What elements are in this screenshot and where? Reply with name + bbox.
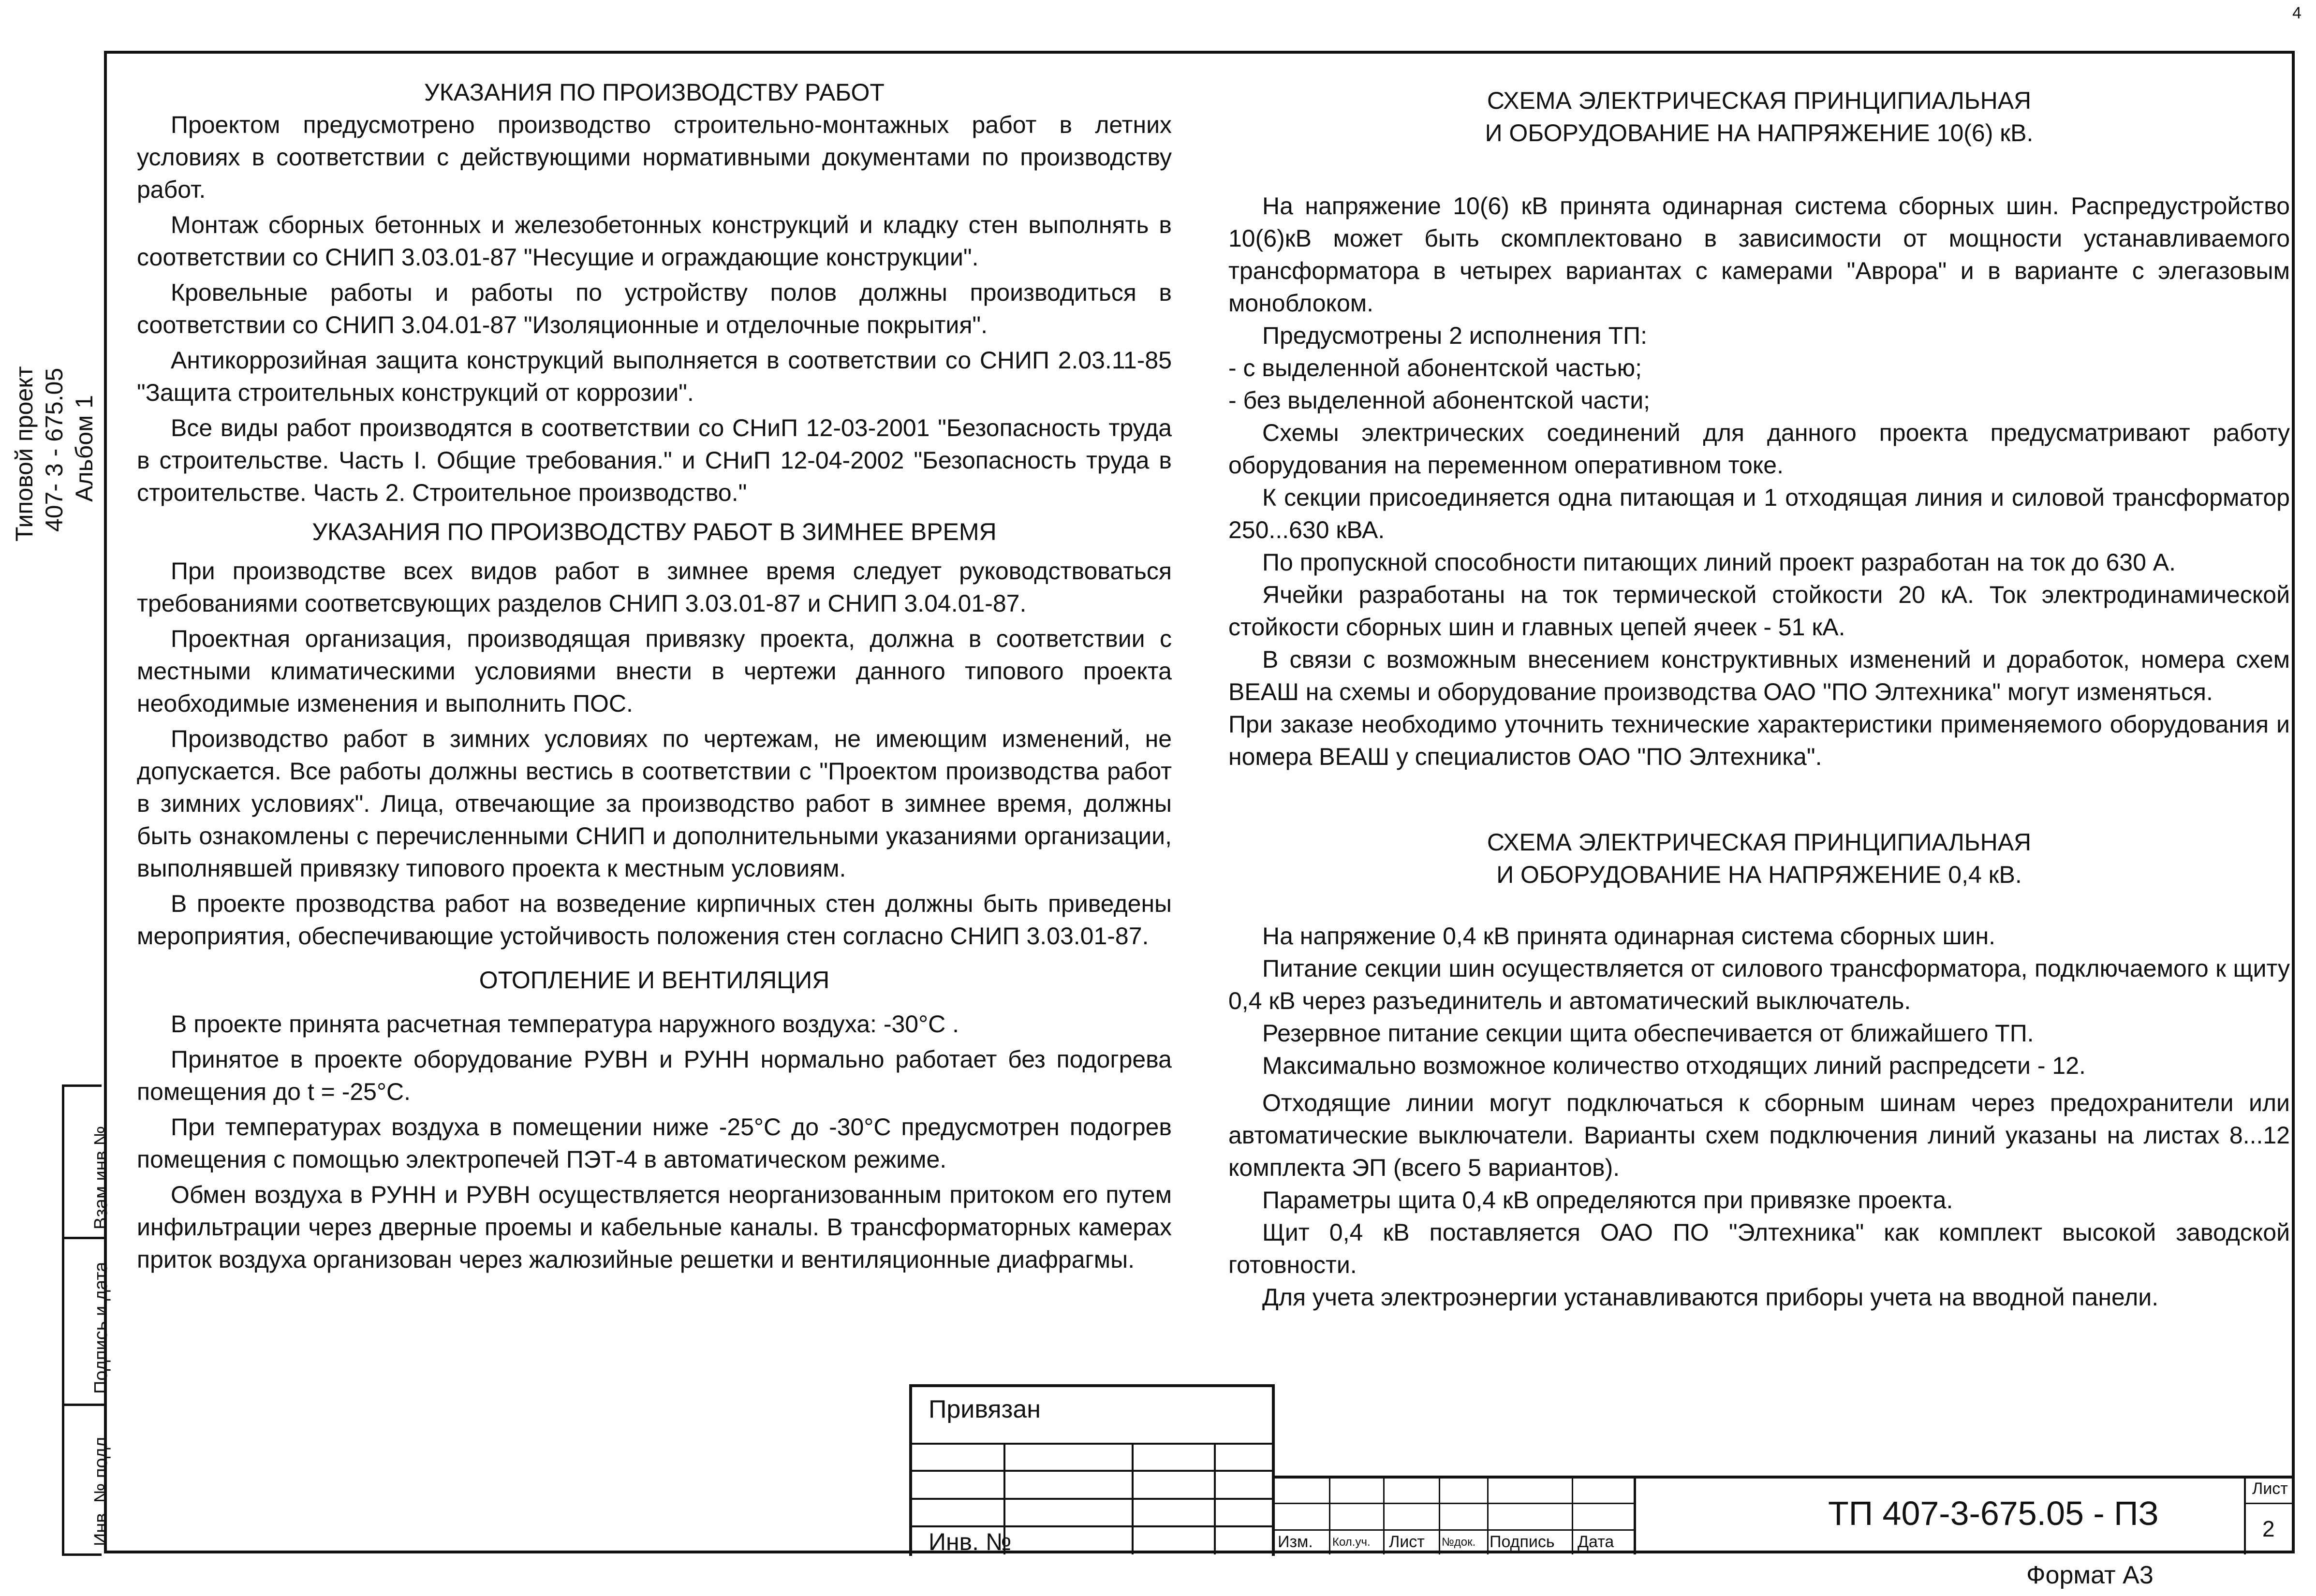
rev-col-line [1383, 1476, 1385, 1554]
binding-title: Привязан [929, 1395, 1041, 1423]
paragraph: Принятое в проекте оборудование РУВН и РУНН нормально работает без подогрева помещения до t = -25°С. [137, 1046, 1172, 1105]
paragraph: Параметры щита 0,4 кВ определяются при привязке проекта. [1262, 1186, 1953, 1214]
rev-col-line [1487, 1476, 1489, 1554]
project-caption-line1: Типовой проект [11, 366, 38, 542]
paragraph: Антикоррозийная защита конструкций выполняется в соответствии со СНИП 2.03.11-85 "Защита строительных конструкций от коррозии". [137, 347, 1172, 406]
paragraph: В проекте принята расчетная температура наружного воздуха: -30°С . [171, 1010, 959, 1038]
format-label: Формат А3 [2026, 1561, 2154, 1589]
paragraph: Монтаж сборных бетонных и железобетонных конструкций и кладку стен выполнять в соответствии со СНИП 3.03.01-87 "Несущие и ограждающие конструкции". [137, 211, 1172, 271]
paragraph: При температурах воздуха в помещении ниже -25°С до -30°С предусмотрен подогрев помещения с помощью электропечей ПЭТ-4 в автоматическом режиме. [137, 1113, 1172, 1173]
paragraph: На напряжение 10(6) кВ принята одинарная система сборных шин. Распредустройство 10(6)кВ может быть скомплектовано в зависимости от мощности устанавливаемого трансформатора в четырех вариантах с камерами "Аврора" и в варианте с элегазовым моноблоком. [1228, 192, 2290, 317]
paragraph: Проектная организация, производящая привязку проекта, должна в соответствии с местными климатическими условиями внести в чертежи данного типового проекта необходимые изменения и выполнить ПОС. [137, 625, 1172, 717]
sheet-box-border [2244, 1476, 2246, 1554]
paragraph: При заказе необходимо уточнить технические характеристики применяемого оборудования и номера ВЕАШ у специалистов ОАО "ПО Элтехника". [1228, 711, 2290, 770]
title-block-top [1272, 1476, 2295, 1479]
binding-border-top [909, 1384, 1275, 1387]
paragraph: Питание секции шин осуществляется от силового трансформатора, подключаемого к щиту 0,4 кВ через разъединитель и автоматический выключатель. [1228, 955, 2290, 1014]
list-item: - без выделенной абонентской части; [1228, 387, 1651, 414]
document-code: ТП 407-3-675.05 - ПЗ [1828, 1494, 2159, 1532]
project-caption-line3: Альбом 1 [71, 395, 98, 502]
col-podpis: Подпись [1490, 1533, 1555, 1551]
col-izm: Изм. [1278, 1533, 1313, 1551]
col-data: Дата [1578, 1533, 1614, 1551]
side-stamp [62, 1084, 111, 1556]
binding-col-line [1214, 1443, 1216, 1554]
paragraph: Для учета электроэнергии устанавливаются приборы учета на вводной панели. [1262, 1284, 2159, 1311]
paragraph: Максимально возможное количество отходящих линий распредсети - 12. [1262, 1052, 2086, 1079]
heading-heating: ОТОПЛЕНИЕ И ВЕНТИЛЯЦИЯ [479, 966, 830, 994]
paragraph: Ячейки разработаны на ток термической стойкости 20 кА. Ток электродинамической стойкости сборных шин и главных цепей ячеек - 51 кА. [1228, 581, 2290, 641]
paragraph: Все виды работ производятся в соответствии со СНиП 12-03-2001 "Безопасность труда в строительстве. Часть I. Общие требования." и СНиП 12-04-2002 "Безопасность труда в строительстве. Часть 2. Строительное производство." [137, 414, 1172, 506]
paragraph: Предусмотрены 2 исполнения ТП: [1262, 322, 1647, 349]
binding-row-line [909, 1470, 1275, 1472]
paragraph: Проектом предусмотрено производство строительно-монтажных работ в летних условиях в соответствии с действующими нормативными документами по производству работ. [137, 111, 1172, 203]
paragraph: На напряжение 0,4 кВ принята одинарная система сборных шин. [1262, 922, 1995, 950]
rev-col-line [1572, 1476, 1573, 1554]
project-caption-line2: 407- 3 - 675.05 [41, 367, 68, 532]
page-number: 4 [2292, 4, 2301, 22]
heading-04kv-line1: СХЕМА ЭЛЕКТРИЧЕСКАЯ ПРИНЦИПИАЛЬНАЯ [1487, 829, 2032, 856]
paragraph: В связи с возможным внесением конструктивных изменений и доработок, номера схем ВЕАШ на схемы и оборудование производства ОАО "ПО Элтехника" могут изменяться. [1228, 646, 2290, 705]
heading-10kv-line1: СХЕМА ЭЛЕКТРИЧЕСКАЯ ПРИНЦИПИАЛЬНАЯ [1487, 87, 2032, 114]
side-stamp-cell-sign [64, 1239, 111, 1406]
side-stamp-label-sign: Подпись и дата [91, 1261, 111, 1394]
rev-right-border [1634, 1476, 1636, 1554]
sheet-box-divider [2244, 1503, 2295, 1504]
paragraph: Обмен воздуха в РУНН и РУВН осуществляется неорганизованным притоком его путем инфильтрации через дверные проемы и кабельные каналы. В трансформаторных камерах приток воздуха организован через жалюзийные решетки и вентиляционные диафрагмы. [137, 1181, 1172, 1273]
binding-row-line [909, 1498, 1275, 1500]
paragraph: Производство работ в зимних условиях по чертежам, не имеющим изменений, не допускается. Все работы должны вестись в соответствии с "Проектом производства работ в зимних условиях". Лица, отвечающие за производство работ в зимнее время, должны быть ознакомлены с перечисленными СНИП и дополнительными указаниями организации, выполнявшей привязку типового проекта к местным условиям. [137, 725, 1172, 882]
heading-10kv-line2: И ОБОРУДОВАНИЕ НА НАПРЯЖЕНИЕ 10(6) кВ. [1485, 119, 2034, 146]
heading-winter: УКАЗАНИЯ ПО ПРОИЗВОДСТВУ РАБОТ В ЗИМНЕЕ ВРЕМЯ [312, 518, 997, 545]
rev-row-line [1272, 1503, 1635, 1504]
side-stamp-label-replace: Взам.инв.№ [91, 1126, 111, 1230]
paragraph: К секции присоединяется одна питающая и 1 отходящая линия и силовой трансформатор 250...630 кВА. [1228, 484, 2290, 543]
rev-col-line [1329, 1476, 1330, 1554]
side-stamp-cell-replace [64, 1087, 111, 1239]
col-ndok: №док. [1442, 1536, 1476, 1549]
binding-row-line [909, 1443, 1275, 1445]
col-list: Лист [1389, 1533, 1425, 1551]
binding-inv-label: Инв. № [929, 1528, 1012, 1555]
left-column [137, 76, 1172, 1276]
col-kolch: Кол.уч. [1332, 1536, 1371, 1549]
paragraph: В проекте прозводства работ на возведение кирпичных стен должны быть приведены мероприятия, обеспечивающие устойчивость положения стен согласно СНИП 3.03.01-87. [137, 890, 1172, 950]
rev-col-line [1439, 1476, 1440, 1554]
side-stamp-label-inv: Инв. № подл. [91, 1432, 111, 1546]
rev-row-line [1272, 1529, 1635, 1531]
paragraph: Схемы электрических соединений для данного проекта предусматривают работу оборудования на переменном оперативном токе. [1228, 419, 2290, 479]
heading-04kv-line2: И ОБОРУДОВАНИЕ НА НАПРЯЖЕНИЕ 0,4 кВ. [1496, 861, 2022, 888]
paragraph: Резервное питание секции щита обеспечивается от ближайшего ТП. [1262, 1020, 2034, 1047]
sheet-number: 2 [2262, 1516, 2275, 1541]
project-caption [2, 271, 99, 571]
paragraph: При производстве всех видов работ в зимнее время следует руководствоваться требованиями соответсвующих разделов СНИП 3.03.01-87 и СНИП 3.04.01-87. [137, 557, 1172, 617]
sheet-label: Лист [2252, 1479, 2288, 1498]
paragraph: Отходящие линии могут подключаться к сборным шинам через предохранители или автоматические выключатели. Варианты схем подключения линий указаны на листах 8...12 комплекта ЭП (всего 5 вариантов). [1228, 1089, 2290, 1181]
side-stamp-cell-inv [64, 1406, 111, 1556]
paragraph: Щит 0,4 кВ поставляется ОАО ПО "Элтехника" как комплект высокой заводской готовности. [1228, 1219, 2290, 1278]
binding-row-line [909, 1525, 1275, 1527]
paragraph: По пропускной способности питающих линий проект разработан на ток до 630 А. [1262, 549, 2176, 576]
right-column [1228, 85, 2290, 1314]
heading-works: УКАЗАНИЯ ПО ПРОИЗВОДСТВУ РАБОТ [424, 79, 885, 106]
binding-col-line [1132, 1443, 1134, 1554]
list-item: - с выделенной абонентской частью; [1228, 354, 1642, 381]
paragraph: Кровельные работы и работы по устройству полов должны производиться в соответствии со СНИП 3.04.01-87 "Изоляционные и отделочные покрытия". [137, 279, 1172, 338]
